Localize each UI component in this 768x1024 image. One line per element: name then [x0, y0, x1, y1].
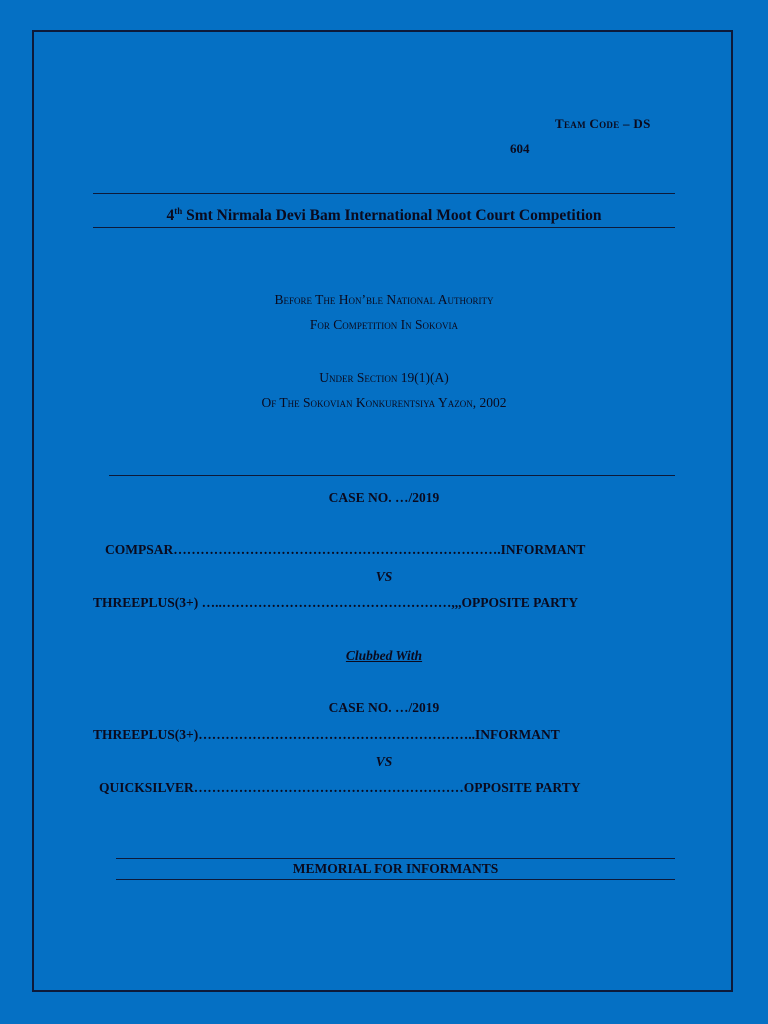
case2-informant: THREEPLUS(3+)……………………………………………………..INFORMANT — [93, 727, 560, 742]
title-rule-bottom — [93, 227, 675, 228]
memorial-title: MEMORIAL FOR INFORMANTS — [292, 861, 499, 876]
title-rule-top — [93, 193, 675, 194]
clubbed-with-label: Clubbed With — [345, 648, 423, 663]
statute-line-1: Under Section 19(1)(A) — [319, 370, 449, 385]
case2-opposite-party: QUICKSILVER……………………………………………………OPPOSITE PARTY — [99, 780, 581, 795]
forum-line-1: Before The Hon’ble National Authority — [274, 292, 494, 307]
case1-opposite-party: THREEPLUS(3+) …..……………………………………………,,,OPPOSITE PARTY — [93, 595, 579, 610]
case1-number: CASE NO. …/2019 — [328, 490, 440, 505]
case1-versus: VS — [375, 569, 393, 584]
competition-ordinal: 4 — [166, 207, 175, 225]
team-code-label: Team Code – DS — [555, 116, 651, 131]
team-code-number: 604 — [510, 141, 530, 156]
case-section-rule — [109, 475, 675, 476]
page-border — [32, 30, 733, 992]
case1-informant: COMPSAR……………………………………………………………….INFORMANT — [105, 542, 586, 557]
forum-line-2: For Competition In Sokovia — [309, 317, 459, 332]
competition-ordinal-suffix: th — [174, 206, 183, 216]
statute-line-2: Of The Sokovian Konkurentsiya Yazon, 2002 — [261, 395, 507, 410]
memorial-rule-bottom — [116, 879, 675, 880]
memorial-rule-top — [116, 858, 675, 859]
case2-number: CASE NO. …/2019 — [328, 700, 440, 715]
competition-title — [93, 206, 675, 225]
case2-versus: VS — [375, 754, 393, 769]
competition-name: Smt Nirmala Devi Bam International Moot Court Competition — [182, 207, 602, 225]
